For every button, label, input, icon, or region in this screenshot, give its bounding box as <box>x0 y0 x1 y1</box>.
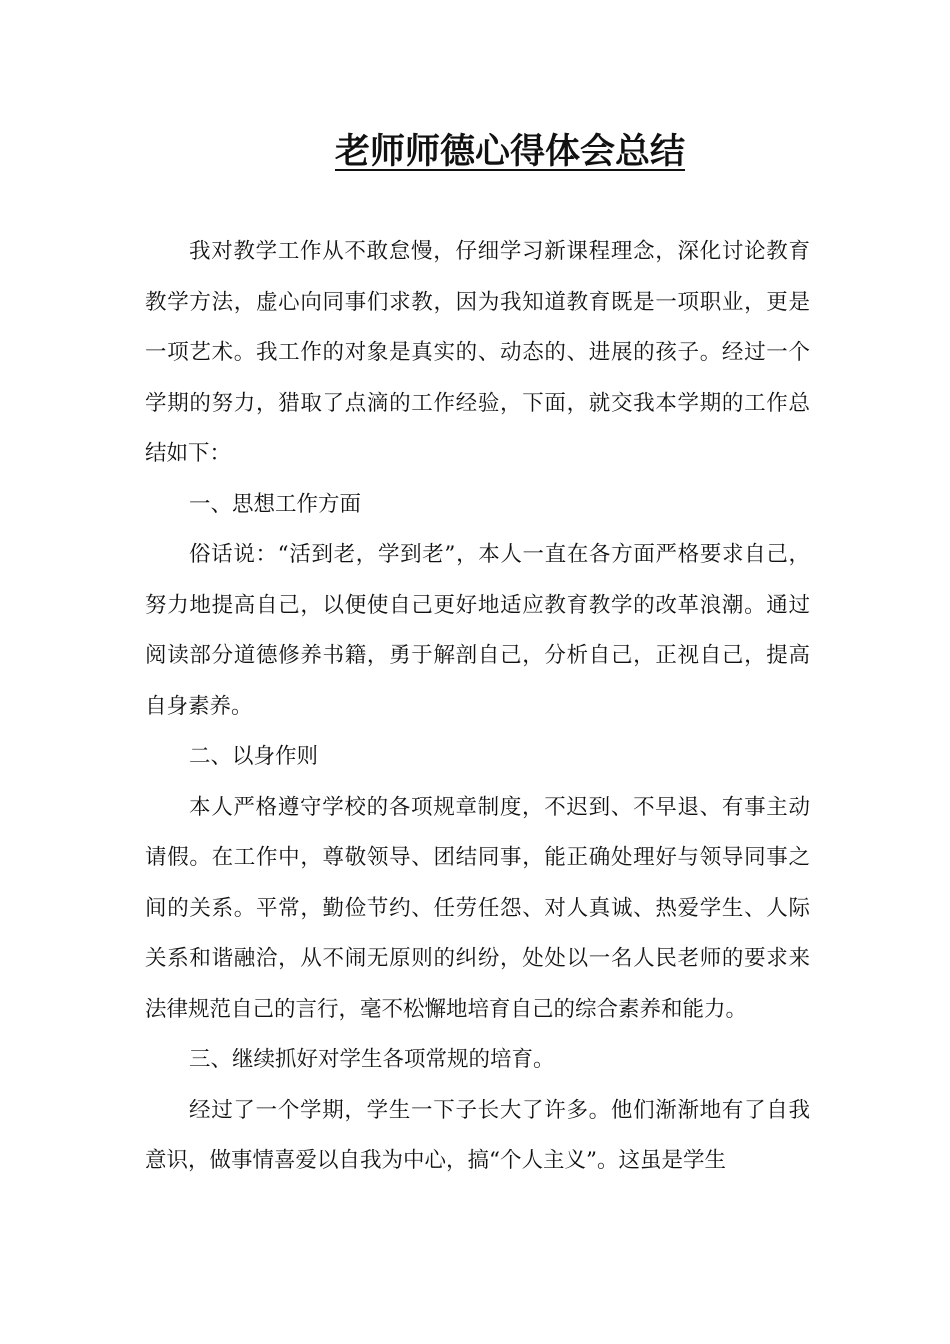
intro-paragraph: 我对教学工作从不敢怠慢，仔细学习新课程理念，深化讨论教育教学方法，虚心向同事们求教，因为我知道教育既是一项职业，更是一项艺术。我工作的对象是真实的、动态的、进展的孩子。经过一个学期的努力，猎取了点滴的工作经验，下面，就交我本学期的工作总结如下： <box>145 239 810 466</box>
section-heading-lead-by-example: 二、以身作则 <box>189 744 319 769</box>
document-title: 老师师德心得体会总结 <box>334 131 685 172</box>
document-body <box>145 227 810 1187</box>
thought-work-paragraph: 俗话说：“活到老，学到老”，本人一直在各方面严格要求自己，努力地提高自己，以便使自己更好地适应教育教学的改革浪潮。通过阅读部分道德修养书籍，勇于解剖自己，分析自己，正视自己，提高自身素养。 <box>145 542 810 719</box>
section-heading-student-routines: 三、继续抓好对学生各项常规的培育。 <box>189 1047 555 1072</box>
lead-by-example-paragraph: 本人严格遵守学校的各项规章制度，不迟到、不早退、有事主动请假。在工作中，尊敬领导、团结同事，能正确处理好与领导同事之间的关系。平常，勤俭节约、任劳任怨、对人真诚、热爱学生、人际关系和谐融洽，从不闹无原则的纠纷，处处以一名人民老师的要求来法律规范自己的言行，毫不松懈地培育自己的综合素养和能力。 <box>145 794 810 1022</box>
section-heading-thought-work: 一、思想工作方面 <box>189 491 362 517</box>
student-routines-paragraph: 经过了一个学期，学生一下子长大了许多。他们渐渐地有了自我意识，做事情喜爱以自我为中心，搞“个人主义”。这虽是学生 <box>145 1097 810 1173</box>
